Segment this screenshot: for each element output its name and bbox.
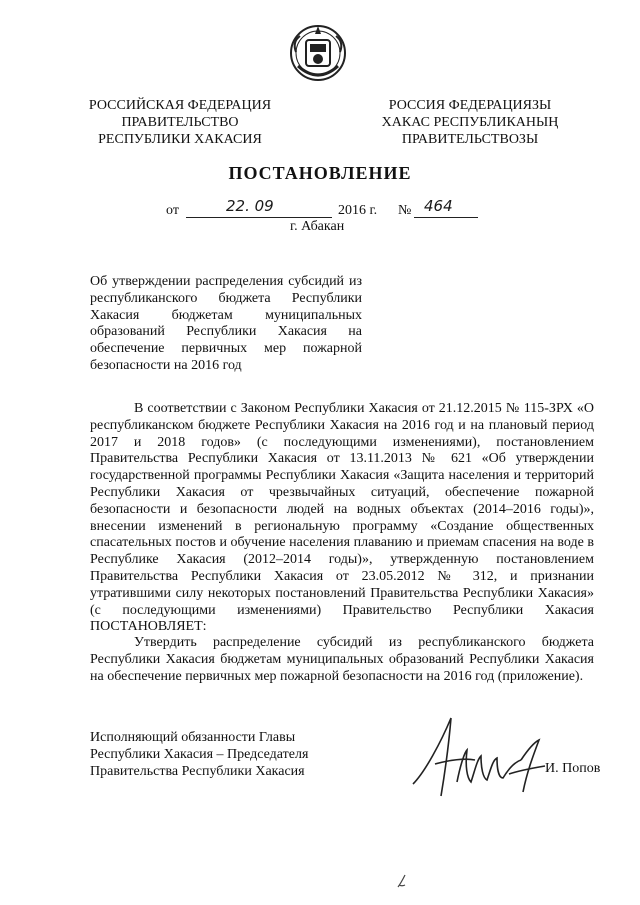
- header-left-line: ПРАВИТЕЛЬСТВО: [121, 115, 239, 130]
- signatory-position-line: Исполняющий обязанности Главы: [90, 730, 296, 745]
- document-number: 464: [424, 197, 453, 215]
- number-label: №: [398, 203, 412, 218]
- decree-subject: Об утверждении распределения субсидий из республиканского бюджета Республики Хакасия бюджетам муниципальных образований Республики Хакасия на обеспечение первичных мер пожарной безопасности на 2016 год: [90, 274, 362, 373]
- scan-mark-icon: [395, 873, 409, 889]
- header-right: [355, 97, 585, 148]
- header-left: [70, 97, 290, 148]
- signatory-position-line: Республики Хакасия – Председателя: [90, 747, 309, 762]
- city: г. Абакан: [290, 219, 345, 234]
- date-prefix: от: [166, 203, 179, 218]
- document-title: ПОСТАНОВЛЕНИЕ: [228, 163, 412, 183]
- date-underline: [186, 217, 332, 218]
- header-left-line: РЕСПУБЛИКИ ХАКАСИЯ: [98, 132, 262, 147]
- coat-of-arms-icon: [288, 22, 348, 84]
- header-right-line: ПРАВИТЕЛЬСТВОЗЫ: [401, 132, 539, 147]
- signatory-name: И. Попов: [545, 761, 601, 776]
- body-paragraph: Утвердить распределение субсидий из республиканского бюджета Республики Хакасия бюджетам муниципальных образований Республики Хакасия на обеспечение первичных мер пожарной безопасности на 2016 год (приложение).: [90, 635, 594, 684]
- number-underline: [414, 217, 478, 218]
- handwritten-signature-icon: [405, 712, 565, 804]
- header-right-line: ХАКАС РЕСПУБЛИКАНЫҢ: [381, 115, 559, 130]
- body-paragraph: В соответствии с Законом Республики Хакасия от 21.12.2015 № 115-ЗРХ «О республиканском бюджете Республики Хакасия на 2016 год и на плановый период 2017 и 2018 годов» (с последующими изменениями), постановлением Правительства Республики Хакасия от 13.11.2013 № 621 «Об утверждении государственной программы Республики Хакасия «Защита населения и территорий Республики Хакасия от чрезвычайных ситуаций, обеспечение пожарной безопасности и безопасности людей на водных объектах (2014–2016 годы)», внесении изменений в региональную программу «Создание общественных спасательных постов и обучение населения плаванию и приемам спасения на воде в Республике Хакасия (2012–2014 годы)», утвержденную постановлением Правительства Республики Хакасия от 23.05.2012 № 312, и признании утратившими силу некоторых постановлений Правительства Республики Хакасия» (с последующими изменениями) Правительство Республики Хакасия ПОСТАНОВЛЯЕТ:: [90, 401, 594, 635]
- signatory-position: [90, 729, 330, 780]
- date-year: 2016 г.: [338, 203, 378, 218]
- header-left-line: РОССИЙСКАЯ ФЕДЕРАЦИЯ: [88, 98, 272, 113]
- date-value: 22. 09: [226, 197, 274, 215]
- signatory-position-line: Правительства Республики Хакасия: [90, 764, 305, 779]
- header-right-line: РОССИЯ ФЕДЕРАЦИЯЗЫ: [388, 98, 552, 113]
